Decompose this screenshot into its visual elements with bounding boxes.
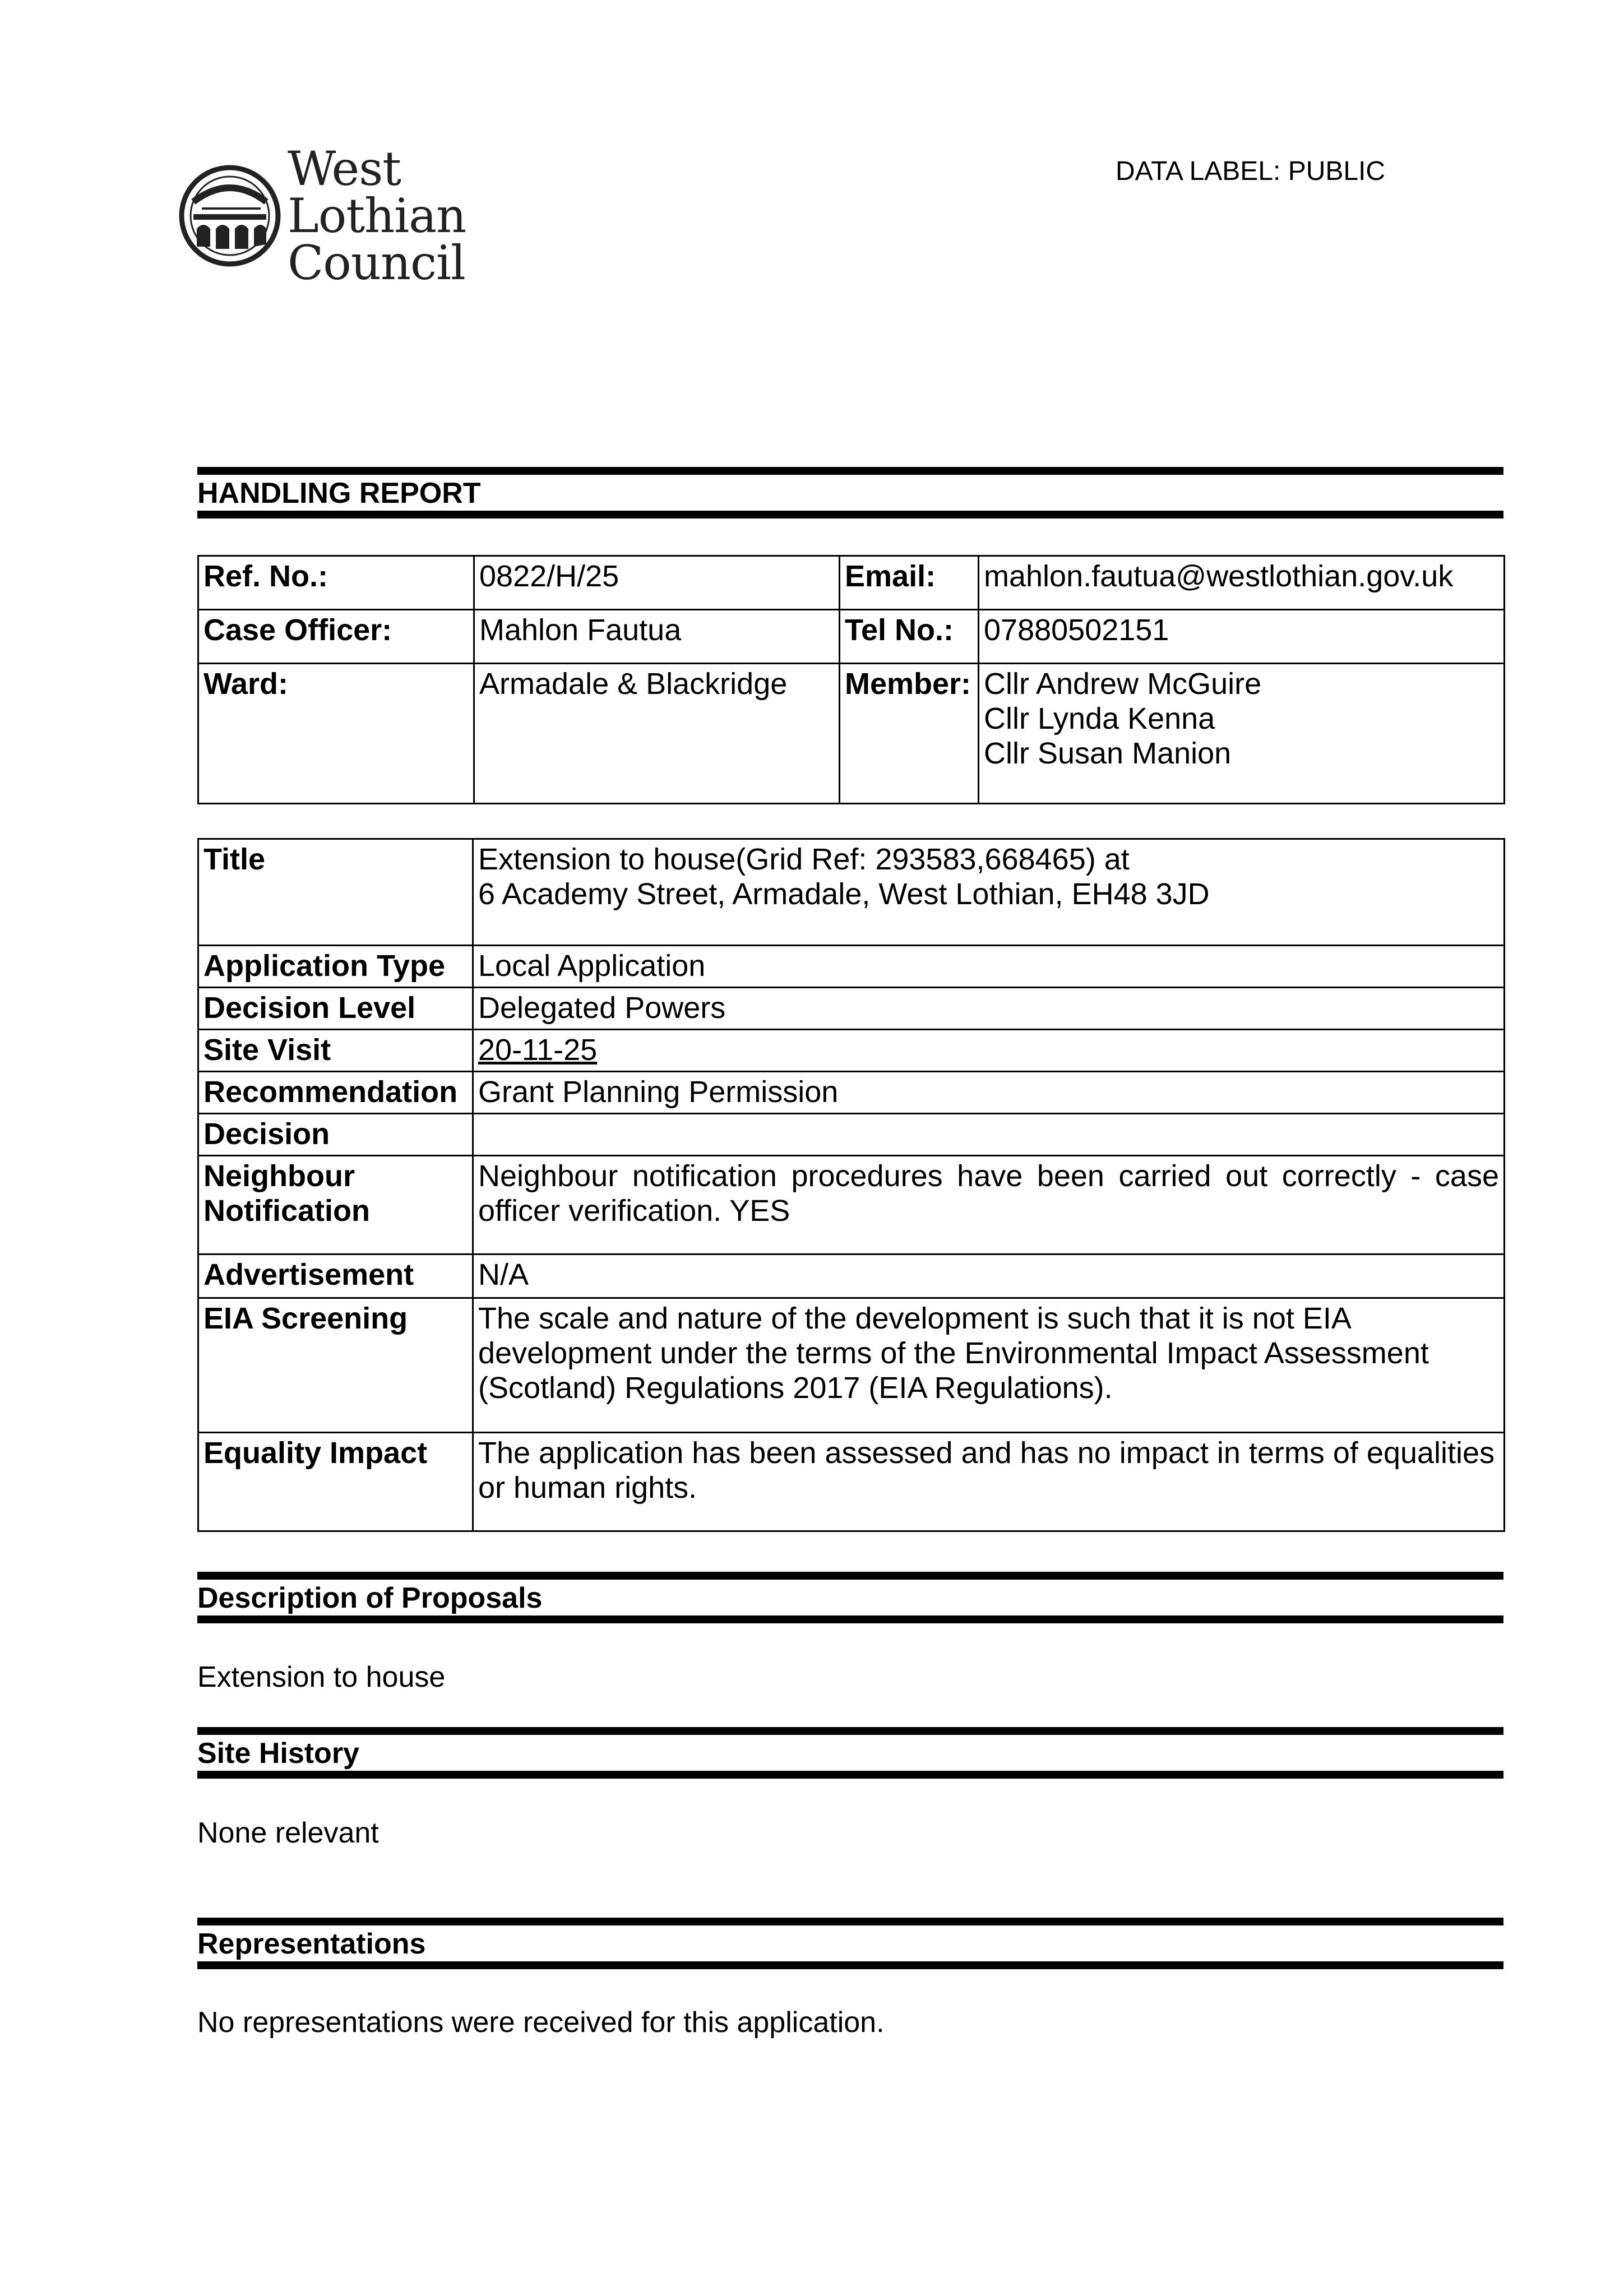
email-label: Email: — [840, 556, 979, 610]
title-line: Extension to house(Grid Ref: 293583,668465) at — [478, 843, 1130, 876]
eia-line: (Scotland) Regulations 2017 (EIA Regulations). — [478, 1371, 1113, 1405]
table-row — [198, 1433, 1505, 1531]
representations-text: No representations were received for this application. — [197, 2006, 885, 2039]
council-logo — [177, 141, 558, 290]
site-visit-value: 20-11-25 — [473, 1030, 1505, 1072]
ward-value: Armadale & Blackridge — [474, 664, 840, 804]
email-value[interactable]: mahlon.fautua@westlothian.gov.uk — [979, 556, 1505, 610]
advert-value: N/A — [473, 1255, 1505, 1298]
member-item: Cllr Andrew McGuire — [984, 667, 1262, 701]
member-item: Cllr Susan Manion — [984, 737, 1232, 770]
logo-line-2: Council — [288, 235, 465, 290]
neighbour-label-line: Neighbour — [203, 1159, 355, 1193]
equality-value: The application has been assessed and has no impact in terms of equalities or human rights. — [473, 1433, 1505, 1531]
viaduct-emblem-icon — [177, 163, 283, 269]
table-row — [198, 1255, 1505, 1298]
title-line: 6 Academy Street, Armadale, West Lothian, EH48 3JD — [478, 877, 1210, 911]
advert-label: Advertisement — [198, 1255, 473, 1298]
officer-info-table — [197, 555, 1505, 804]
tel-label: Tel No.: — [840, 610, 979, 664]
table-row — [198, 610, 1505, 664]
decision-level-label: Decision Level — [198, 988, 473, 1030]
table-row — [198, 1072, 1505, 1114]
recommendation-value: Grant Planning Permission — [473, 1072, 1505, 1114]
decision-label: Decision — [198, 1114, 473, 1156]
neighbour-label — [198, 1156, 473, 1255]
tel-value: 07880502151 — [979, 610, 1505, 664]
history-text: None relevant — [197, 1817, 379, 1849]
history-heading: Site History — [197, 1727, 1503, 1779]
equality-label: Equality Impact — [198, 1433, 473, 1531]
representations-heading: Representations — [197, 1918, 1503, 1969]
table-row — [198, 1114, 1505, 1156]
table-row — [198, 988, 1505, 1030]
application-details-table — [197, 838, 1505, 1532]
report-title: HANDLING REPORT — [197, 467, 1503, 519]
logo-wordmark — [288, 141, 558, 290]
table-row — [198, 946, 1505, 988]
eia-value — [473, 1298, 1505, 1433]
officer-label: Case Officer: — [198, 610, 474, 664]
ref-label: Ref. No.: — [198, 556, 474, 610]
eia-line: development under the terms of the Environmental Impact Assessment — [478, 1336, 1429, 1370]
eia-line: The scale and nature of the development is such that it is not EIA — [478, 1302, 1352, 1335]
app-type-value: Local Application — [473, 946, 1505, 988]
ward-label: Ward: — [198, 664, 474, 804]
table-row — [198, 1030, 1505, 1072]
title-label: Title — [198, 839, 473, 946]
recommendation-label: Recommendation — [198, 1072, 473, 1114]
member-list — [979, 664, 1505, 804]
table-row — [198, 839, 1505, 946]
proposals-text: Extension to house — [197, 1661, 446, 1693]
member-label: Member: — [840, 664, 979, 804]
eia-label: EIA Screening — [198, 1298, 473, 1433]
ref-value: 0822/H/25 — [474, 556, 840, 610]
table-row — [198, 1156, 1505, 1255]
logo-line-1: West Lothian — [288, 141, 466, 243]
neighbour-label-line: Notification — [203, 1194, 370, 1228]
site-visit-label: Site Visit — [198, 1030, 473, 1072]
table-row — [198, 556, 1505, 610]
decision-value — [473, 1114, 1505, 1156]
proposals-heading: Description of Proposals — [197, 1572, 1503, 1623]
table-row — [198, 664, 1505, 804]
data-label: DATA LABEL: PUBLIC — [1116, 156, 1386, 186]
title-value — [473, 839, 1505, 946]
table-row — [198, 1298, 1505, 1433]
member-item: Cllr Lynda Kenna — [984, 702, 1215, 735]
neighbour-value: Neighbour notification procedures have been carried out correctly - case officer verification. YES — [473, 1156, 1505, 1255]
officer-value: Mahlon Fautua — [474, 610, 840, 664]
app-type-label: Application Type — [198, 946, 473, 988]
decision-level-value: Delegated Powers — [473, 988, 1505, 1030]
